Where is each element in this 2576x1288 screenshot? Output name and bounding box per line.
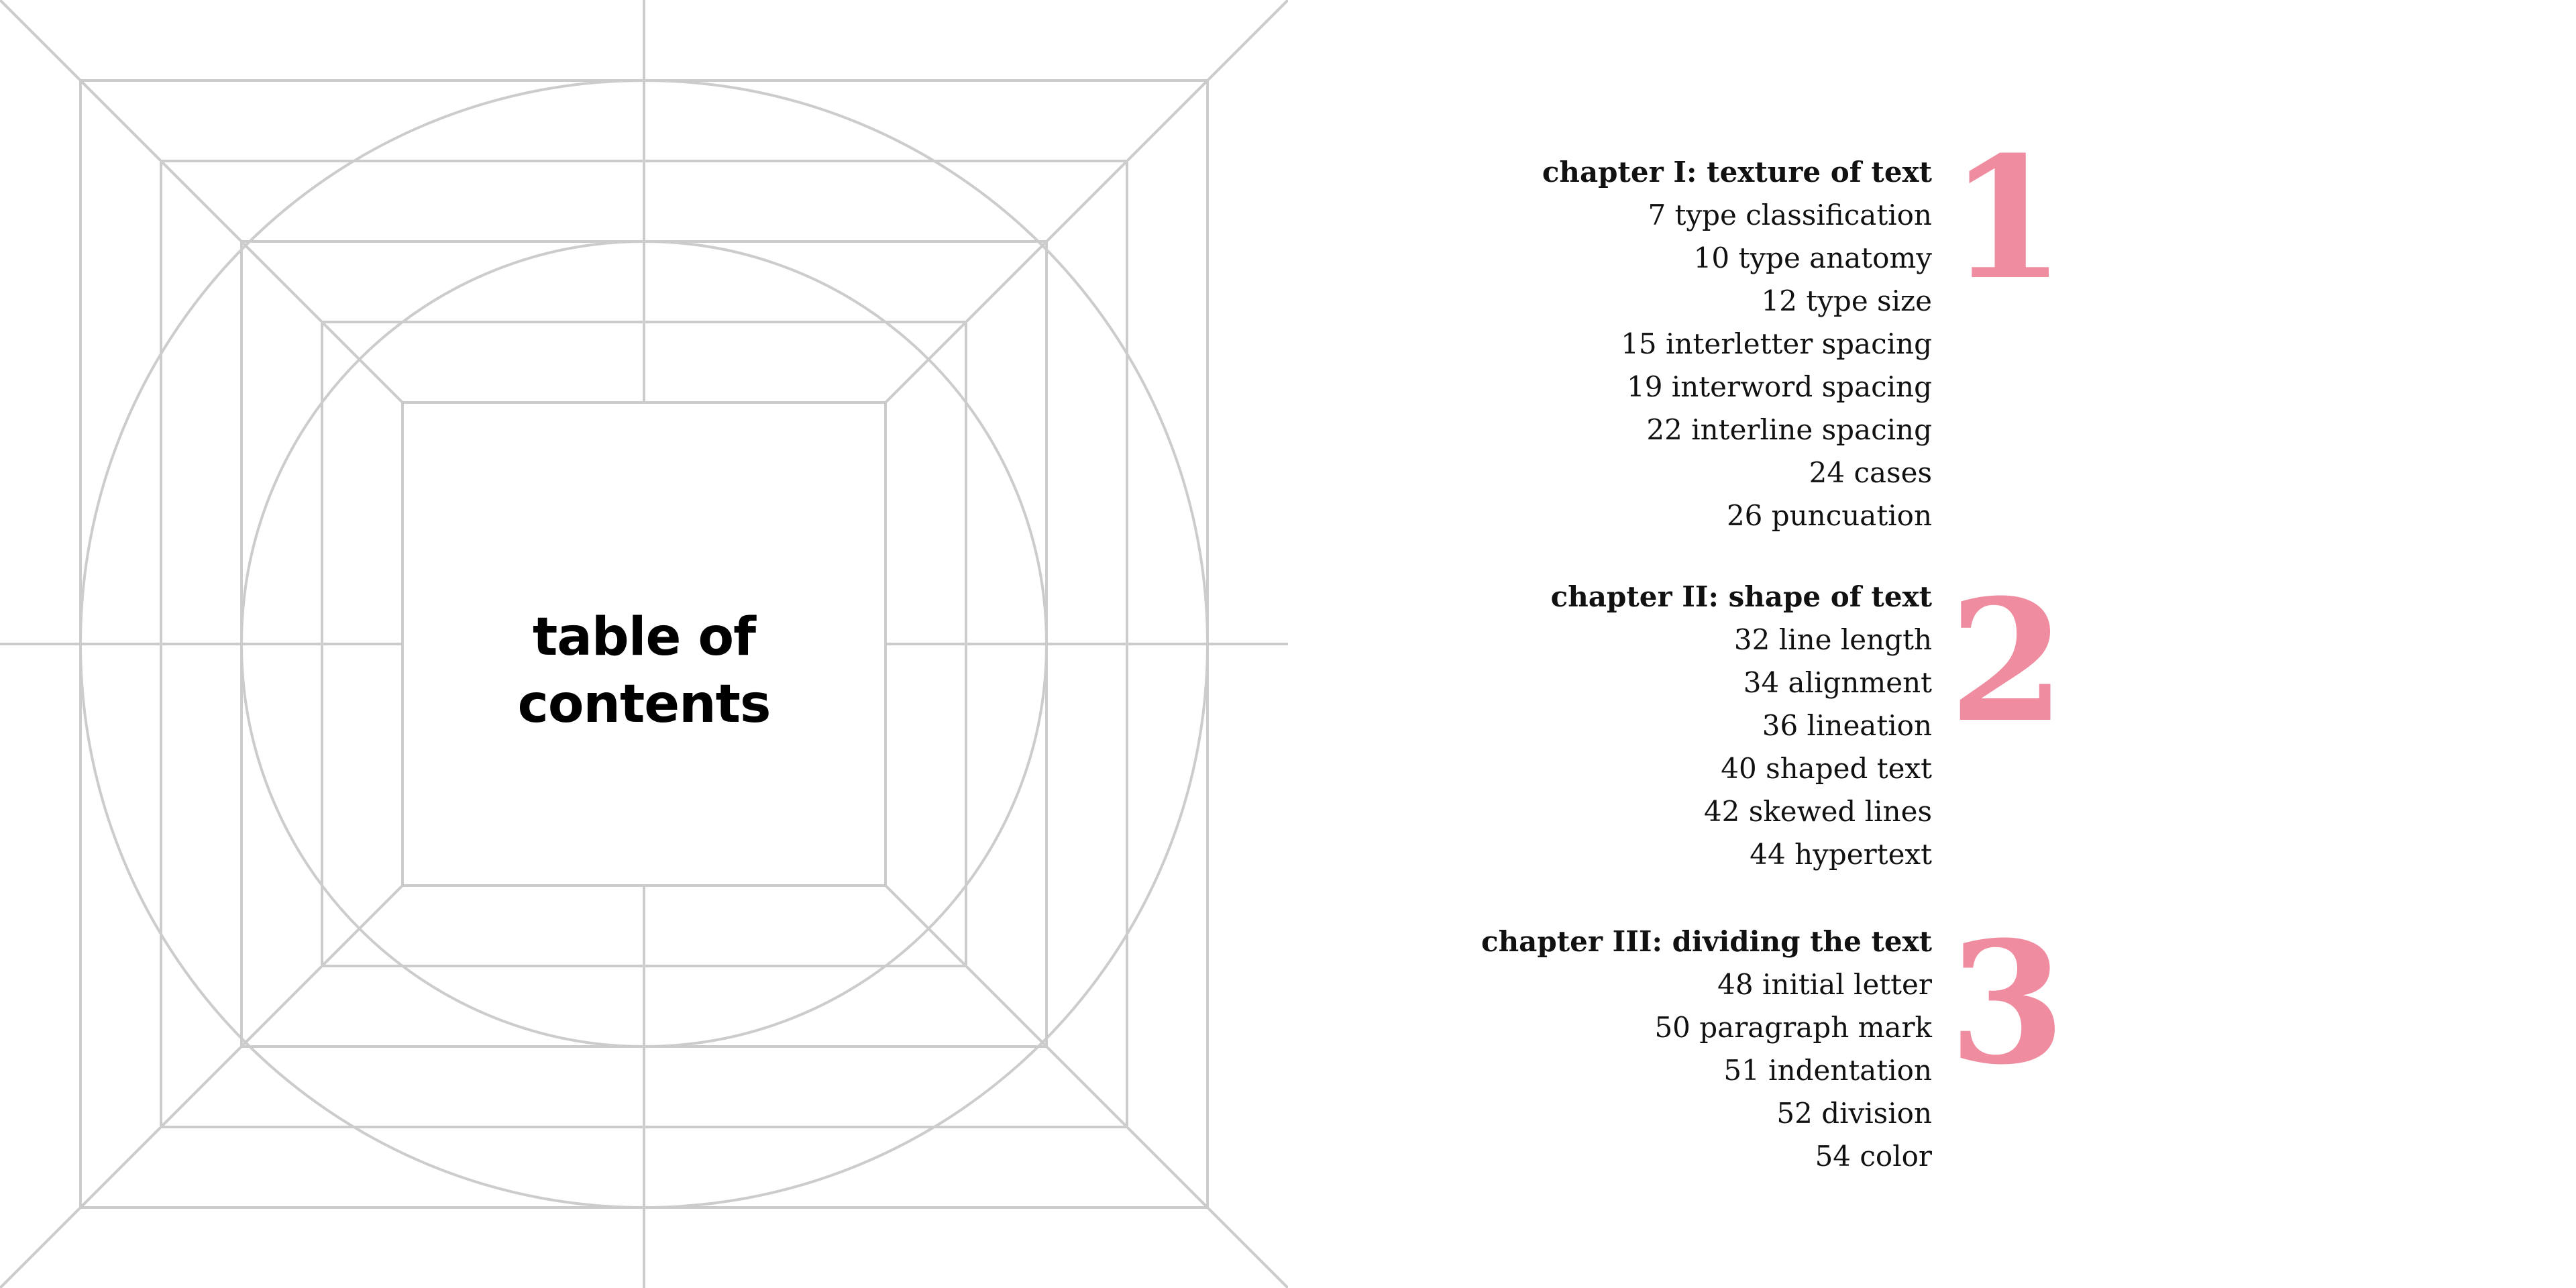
section-name: cases	[1854, 456, 1932, 489]
section-name: alignment	[1788, 666, 1932, 699]
toc-entry[interactable]	[1328, 1006, 1932, 1049]
section-name: type anatomy	[1738, 241, 1932, 274]
chapter-1-block	[1328, 151, 1932, 537]
chapter-1-number: 1	[1949, 119, 2065, 317]
chapter-3-number: 3	[1949, 904, 2065, 1102]
section-name: lineation	[1807, 709, 1932, 742]
toc-entry[interactable]	[1328, 409, 1932, 451]
chapter-1-heading: chapter I: texture of text	[1542, 156, 1932, 189]
page-number: 42	[1703, 795, 1740, 828]
toc-entry[interactable]	[1328, 494, 1932, 537]
chapter-3-heading: chapter III: dividing the text	[1481, 925, 1932, 958]
section-name: division	[1821, 1097, 1932, 1130]
section-name: interletter spacing	[1666, 327, 1932, 360]
toc-entry[interactable]	[1328, 323, 1932, 366]
toc-entry[interactable]	[1328, 451, 1932, 494]
page-number: 54	[1815, 1140, 1851, 1173]
page-number: 19	[1626, 370, 1663, 403]
toc-entry[interactable]	[1328, 1092, 1932, 1135]
section-name: line length	[1778, 623, 1932, 656]
page-number: 36	[1762, 709, 1799, 742]
page-number: 24	[1809, 456, 1845, 489]
page-number: 22	[1646, 413, 1682, 446]
section-name: shaped text	[1766, 752, 1932, 785]
toc-entry[interactable]	[1328, 790, 1932, 833]
page-number: 34	[1743, 666, 1780, 699]
section-name: hypertext	[1794, 838, 1932, 871]
toc-entry[interactable]	[1328, 747, 1932, 790]
chapter-2-block	[1328, 576, 1932, 876]
toc-entry[interactable]	[1328, 366, 1932, 409]
page-number: 51	[1723, 1054, 1760, 1087]
toc-entry[interactable]	[1328, 704, 1932, 747]
section-name: interword spacing	[1671, 370, 1932, 403]
section-name: interline spacing	[1691, 413, 1932, 446]
page-number: 52	[1776, 1097, 1813, 1130]
page-number: 40	[1721, 752, 1757, 785]
toc-entry[interactable]	[1328, 1049, 1932, 1092]
chapter-2-heading: chapter II: shape of text	[1550, 580, 1932, 613]
toc-entry[interactable]	[1328, 237, 1932, 280]
section-name: initial letter	[1762, 968, 1932, 1001]
section-name: color	[1860, 1140, 1932, 1173]
page-number: 7	[1648, 199, 1666, 231]
chapter-3-block	[1328, 920, 1932, 1178]
page-number: 26	[1726, 499, 1763, 532]
page-number: 50	[1654, 1011, 1690, 1044]
toc-entry[interactable]	[1328, 619, 1932, 661]
page-number: 12	[1761, 284, 1797, 317]
toc-entry[interactable]	[1328, 280, 1932, 323]
section-name: type size	[1806, 284, 1932, 317]
page-number: 44	[1750, 838, 1786, 871]
toc-entry[interactable]	[1328, 194, 1932, 237]
section-name: puncuation	[1771, 499, 1932, 532]
toc-entry[interactable]	[1328, 963, 1932, 1006]
page-number: 32	[1733, 623, 1770, 656]
section-name: indentation	[1768, 1054, 1932, 1087]
toc-entry[interactable]	[1328, 833, 1932, 876]
page-title: table of contents	[517, 607, 771, 735]
toc-entry[interactable]	[1328, 1135, 1932, 1178]
chapter-2-number: 2	[1949, 562, 2065, 759]
section-name: type classification	[1674, 199, 1932, 231]
section-name: skewed lines	[1748, 795, 1932, 828]
toc-entry[interactable]	[1328, 661, 1932, 704]
section-name: paragraph mark	[1699, 1011, 1932, 1044]
page-number: 10	[1693, 241, 1730, 274]
page-number: 15	[1621, 327, 1657, 360]
page-number: 48	[1717, 968, 1754, 1001]
